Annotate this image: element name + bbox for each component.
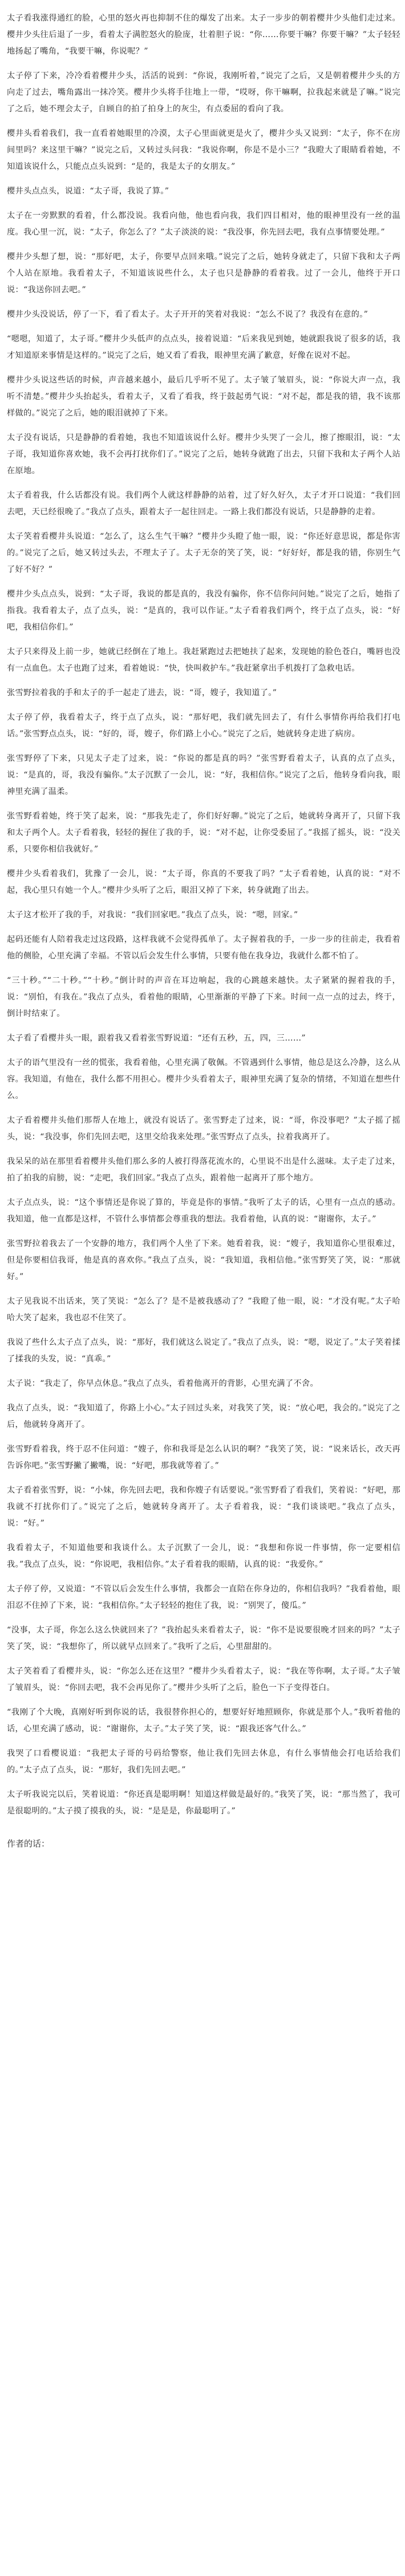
story-paragraph: 张雪野停了下来，只见太子走了过来，说：“你说的都是真的吗？”张雪野看着太子，认真的点了点头，说：“是真的，哥，我没有骗你。”太子沉默了一会儿，说：“好，我相信你。”说完了之后，他转身看向我，眼神里充满了温柔。 <box>7 754 400 796</box>
story-paragraph: 樱井少头看着我们，犹豫了一会儿，说：“太子哥，你真的不要我了吗？”太子看着她，认真的说：“对不起，我心里只有她一个人。”樱井少头听了之后，眼泪又掉了下来，转身就跑了出去。 <box>7 869 400 895</box>
story-paragraph: 张雪野看着我，终于忍不住问道：“嫂子，你和我哥是怎么认识的啊？”我笑了笑，说：“说来话长，改天再告诉你吧。”张雪野撇了撇嘴，说：“好吧，那我就等着了。” <box>7 1445 400 1470</box>
story-paragraph: 我哭了口看樱说道：“我把太子哥的号码给警察，他让我们先回去休息，有什么事情他会打电话给我们的。”太子点了点头，说：“那好，我们先回去吧。” <box>7 1749 400 1775</box>
story-paragraph: 太子看了看樱井头一眼，跟着我又看着张雪野说道：“还有五秒，五，四，三……” <box>7 1034 306 1043</box>
story-paragraph: 樱井少头点点头，说到：“太子哥，我说的都是真的，我没有骗你，你不信你问问她。”说完了之后，她指了指我。我看着太子，点了点头，说：“是真的，我可以作证。”太子看着我们两个，终于点了点头，说：“好吧，我相信你们。” <box>7 590 400 632</box>
story-paragraph: 樱井少头想了想，说：“那好吧，太子，你要早点回来哦。”说完了之后，她转身就走了，只留下我和太子两个人站在原地。我看着太子，不知道该说些什么，太子也只是静静的看着我。过了一会儿，他终于开口说：“我送你回去吧。” <box>7 252 400 295</box>
story-paragraph: 太子听我说完以后，笑着说道：“你还真是聪明啊！知道这样做是最好的。”我笑了笑，说：“那当然了，我可是很聪明的。”太子摸了摸我的头，说：“是是是，你最聪明了。” <box>7 1790 400 1816</box>
story-paragraph: 太子没有说话，只是静静的看着她，我也不知道该说什么好。樱井少头哭了一会儿，擦了擦眼泪，说：“太子哥，我知道你喜欢她，我不会再打扰你们了。”说完了之后，她转身就跑了出去，只留下我和太子两个人站在原地。 <box>7 433 400 475</box>
story-paragraph: 太子说：“我走了，你早点休息。”我点了点头，看着他离开的背影，心里充满了不舍。 <box>7 1379 318 1388</box>
story-paragraph: 我看着太子，不知道他要和我谈什么。太子沉默了一会儿，说：“我想和你说一件事情，你一定要相信我。”我点了点头，说：“你说吧，我相信你。”太子看着我的眼睛，认真的说：“我爱你。” <box>7 1543 400 1569</box>
story-paragraph: 太子看着樱井头他们那帮人在地上，就没有说话了。张雪野走了过来，说：“哥，你没事吧？”太子摇了摇头，说：“我没事，你们先回去吧，这里交给我来处理。”张雪野点了点头，拉着我离开了。 <box>7 1116 400 1142</box>
story-paragraph: 太子停了停，又说道：“不管以后会发生什么事情，我都会一直陪在你身边的，你相信我吗？”我看着他，眼泪忍不住掉了下来，说：“我相信你。”太子轻轻的抱住了我，说：“别哭了，傻瓜。” <box>7 1585 400 1610</box>
story-paragraph: 樱井少头没说话，停了一下，看了看太子。太子开开的笑着对我说：“怎么不说了？我没有在意的。” <box>7 310 368 319</box>
story-paragraph: 太子看我涨得通红的脸，心里的怒火再也抑制不住的爆发了出来。太子一步步的朝着樱井少头他们走过来。樱井少头往后退了一步，看着太子满腔怒火的脸庞，壮着胆子说：“你……你要干嘛？你要干嘛？”太子轻轻地扬起了嘴角，“我要干嘛，你说呢？” <box>7 14 400 56</box>
story-paragraph: 太子笑着看了看樱井头，说：“你怎么还在这里？”樱井少头看着太子，说：“我在等你啊，太子哥。”太子皱了皱眉头，说：“你回去吧，我不会再见你了。”樱井少头听了之后，脸色一下子变得苍白。 <box>7 1667 400 1692</box>
story-paragraph: 太子停了下来，冷冷看着樱井少头，活活的说到：“你说，我刚听着，”说完了之后，又是朝着樱井少头的方向走了过去，嘴角露出一抹冷笑。樱井少头将手往地上一带，“哎呀，你干嘛啊，拉我起来就是了嘛。”说完了之后，她不理会太子，自顾自的拍了拍身上的灰尘，有点委屈的看向了我。 <box>7 71 400 114</box>
story-paragraph: 太子看着我，什么话都没有说。我们两个人就这样静静的站着，过了好久好久，太子才开口说道：“我们回去吧，天已经很晚了。”我点了点头，跟着太子一起往回走。一路上我们都没有说话，只是静静的走着。 <box>7 491 400 517</box>
story-paragraph: 张雪野看着她，终于笑了起来，说：“那我先走了，你们好好聊。”说完了之后，她就转身离开了，只留下我和太子两个人。太子看着我，轻轻的握住了我的手，说：“对不起，让你受委屈了。”我摇了摇头，说：“没关系，只要你相信我就好。” <box>7 812 400 854</box>
author-note-heading: 作者的话： <box>7 1839 50 1849</box>
story-paragraph: 太子只来得及上前一步，她就已经倒在了地上。我赶紧跑过去把她扶了起来，发现她的脸色苍白，嘴唇也没有一点血色。太子也跑了过来，看着她说：“快，快叫救护车。”我赶紧拿出手机拨打了急救电话。 <box>7 647 400 673</box>
story-paragraph: 太子笑着看樱井头说道：“怎么了，这么生气干嘛？”樱井少头瞪了他一眼，说：“你还好意思说，都是你害的。”说完了之后，她又转过头去，不理太子了。太子无奈的笑了笑，说：“好好好，都是我的错，你别生气了好不好？” <box>7 532 400 574</box>
story-paragraph: 樱井头看着我们，我一直看着她眼里的冷漠，太子心里面就更是火了，樱井少头又说到：“太子，你不在房间里吗？来这里干嘛？”说完之后，又转过头问我：“我说你啊，你是不是小三？”我瞪大了眼睛看着她，不知道该说什么，只能点点头说到：“是的，我是太子的女朋友。” <box>7 129 400 171</box>
story-paragraph: 我点了点头，说：“我知道了，你路上小心。”太子回过头来，对我笑了笑，说：“放心吧，我会的。”说完了之后，他就转身离开了。 <box>7 1404 400 1429</box>
story-paragraph: 张雪野拉着我的手和太子的手一起走了进去，说：“哥，嫂子，我知道了。” <box>7 688 277 698</box>
story-paragraph: 太子这才松开了我的手，对我说：“我们回家吧。”我点了点头，说：“嗯，回家。” <box>7 910 298 920</box>
story-paragraph: “三十秒。”“二十秒。”“十秒。”倒计时的声音在耳边响起，我的心跳越来越快。太子紧紧的握着我的手，说：“别怕，有我在。”我点了点头，看着他的眼睛，心里渐渐的平静了下来。时间一点一点的过去，终于，倒计时结束了。 <box>7 976 400 1018</box>
story-paragraph: 太子停了停，我看着太子，终于点了点头，说：“那好吧，我们就先回去了，有什么事情你再给我们打电话。”张雪野点点头，说：“好的，哥，嫂子，你们路上小心。”说完了之后，她就转身走进了病房。 <box>7 713 400 739</box>
story-paragraph: 我呆呆的站在那里看着樱井头他们那么多的人被打得落花流水的，心里说不出是什么滋味。太子走了过来，拍了拍我的肩膀，说：“走吧，我们回家。”我点了点头，跟着他一起离开了那个地方。 <box>7 1157 400 1183</box>
story-paragraph: “嗯嗯，知道了，太子哥。”樱井少头低声的点点头，接着说道：“后来我见到她，她就跟我说了很多的话，我才知道原来事情是这样的。”说完了之后，她又看了看我，眼神里充满了歉意，好像在说对不起。 <box>7 334 400 360</box>
story-paragraph: “我刚了个大晚，真刚好听到你说的话，我很替你担心的，想要好好地照顾你，你就是那个人。”我听着他的话，心里充满了感动，说：“谢谢你，太子。”太子笑了笑，说：“跟我还客气什么。” <box>7 1708 400 1734</box>
story-paragraph: 太子的语气里没有一丝的慌张，我看着他，心里充满了敬佩。不管遇到什么事情，他总是这么冷静，这么从容。我知道，有他在，我什么都不用担心。樱井少头看着太子，眼神里充满了复杂的情绪，不知道在想些什么。 <box>7 1058 400 1100</box>
story-paragraph: 樱井少头说这些话的时候，声音越来越小，最后几乎听不见了。太子皱了皱眉头，说：“你说大声一点，我听不清楚。”樱井少头抬起头，看着太子，又看了看我，终于鼓起勇气说：“对不起，都是我的错，我不该那样做的。”说完了之后，她的眼泪就掉了下来。 <box>7 376 400 418</box>
story-paragraph: 太子看着张雪野，说：“小妹，你先回去吧，我和你嫂子有话要说。”张雪野看了看我们，笑着说：“好吧，那我就不打扰你们了。”说完了之后，她就转身离开了。太子看着我，说：“我们谈谈吧。”我点了点头，说：“好。” <box>7 1486 400 1528</box>
story-paragraph: 太子在一旁默默的看着，什么都没说。我看向他，他也看向我，我们四目相对，他的眼神里没有一丝的温度。我心里一沉，说：“太子，你怎么了？”太子淡淡的说：“我没事，你先回去吧，我有点事情要处理。” <box>7 211 400 237</box>
story-paragraph: 樱井头点点头，说道：“太子哥，我说了算。” <box>7 187 169 196</box>
chapter-body <box>7 10 400 1820</box>
story-paragraph: 太子见我说不出话来，笑了笑说：“怎么了？是不是被我感动了？”我瞪了他一眼，说：“才没有呢。”太子哈哈大笑了起来，我也忍不住笑了。 <box>7 1297 400 1323</box>
story-paragraph: 我说了些什么太子点了点头，说：“那好，我们就这么说定了。”我点了点头，说：“嗯，说定了。”太子笑着揉了揉我的头发，说：“真乖。” <box>7 1338 400 1364</box>
story-paragraph: 太子点点头，说：“这个事情还是你说了算的，毕竟是你的事情。”我听了太子的话，心里有一点点的感动。我知道，他一直都是这样，不管什么事情都会尊重我的想法。我看着他，认真的说：“谢谢你，太子。” <box>7 1198 400 1224</box>
story-paragraph: 张雪野拉着我去了一个安静的地方，我们两个人坐了下来。她看着我，说：“嫂子，我知道你心里很难过，但是你要相信我哥，他是真的喜欢你。”我点了点头，说：“我知道，我相信他。”张雪野笑了笑，说：“那就好。” <box>7 1239 400 1281</box>
story-paragraph: “没事，太子哥，你怎么这么快就回来了？”我抬起头来看着太子，说：“你不是说要很晚才回来的吗？”太子笑了笑，说：“我想你了，所以就早点回来了。”我听了之后，心里甜甜的。 <box>7 1626 400 1651</box>
story-paragraph: 起码还能有人陪着我走过这段路，这样我就不会觉得孤单了。太子握着我的手，一步一步的往前走，我看着他的侧脸，心里充满了幸福。不管以后会发生什么事情，只要有他在我身边，我就什么都不怕了。 <box>7 935 400 961</box>
